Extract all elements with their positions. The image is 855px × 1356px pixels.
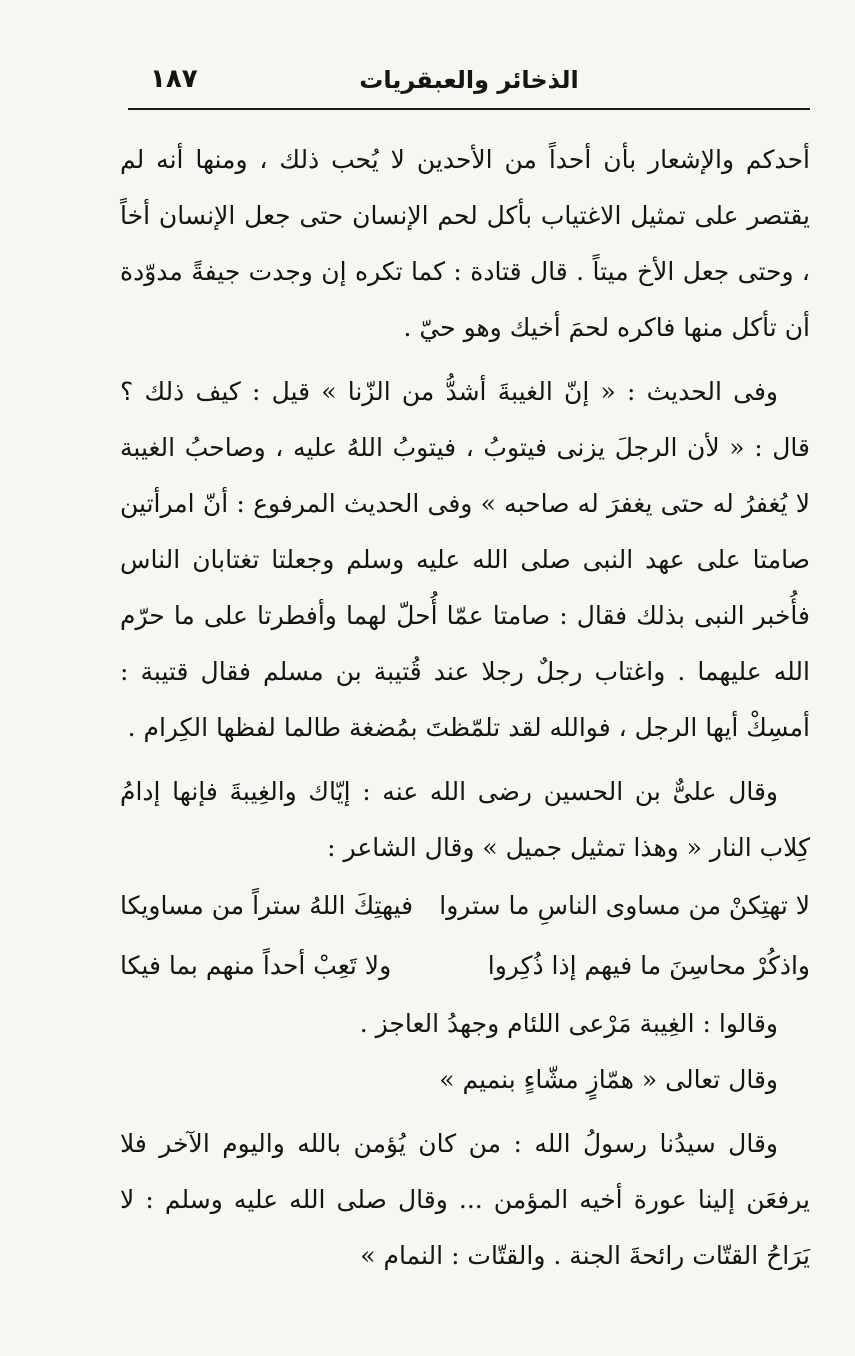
page-body [120,132,810,1284]
poem-verse [120,936,810,996]
paragraph: وفى الحديث : « إنّ الغيبةَ أشدُّ من الزّنا » قيل : كيف ذلك ؟ قال : « لأن الرجلَ يزنى فيتوبُ ، فيتوبُ اللهُ عليه ، وصاحبُ الغيبة لا يُغفرُ له حتى يغفرَ له صاحبه » وفى الحديث المرفوع : أنّ امرأتين صامتا على عهد النبى صلى الله عليه وسلم وجعلتا تغتابان الناس فأُخبر النبى بذلك فقال : صامتا عمّا أُحلّ لهما وأفطرتا على ما حرّم الله عليهما . واغتاب رجلٌ رجلا عند قُتيبة بن مسلم فقال قتيبة : أمسِكْ أيها الرجل ، فوالله لقد تلمّظتَ بمُضغة طالما لفظها الكِرام . [120,377,810,742]
paragraph: وقال سيدُنا رسولُ الله : من كان يُؤمن بالله واليوم الآخر فلا يرفعَن إلينا عورة أخيه المؤمن ... وقال صلى الله عليه وسلم : لا يَرَاحُ القتّات رائحةَ الجنة . والقتّات : النمام » [120,1129,810,1270]
paragraph: وقال علىٌّ بن الحسين رضى الله عنه : إيّاك والغِيبةَ فإنها إدامُ كِلاب النار « وهذا تمثيل جميل » وقال الشاعر : [120,777,810,862]
running-title: الذخائر والعبقريات [359,66,579,94]
poem-verse [120,876,810,936]
verse-first-hemistich: لا تهتِكنْ من مساوى الناسِ ما ستروا [439,891,810,920]
verse-second-hemistich: ولا تَعِبْ أحداً منهم بما فيكا [120,951,392,980]
paragraph: وقالوا : الغِيبة مَرْعى اللئام وجهدُ العاجز . [359,1009,778,1038]
paragraph: أحدكم والإشعار بأن أحداً من الأحدين لا يُحب ذلك ، ومنها أنه لم يقتصر على تمثيل الاغتياب بأكل لحم الإنسان حتى جعل الإنسان أخاً ، وحتى جعل الأخ ميتاً . قال قتادة : كما تكره إن وجدت جيفةً مدوّدة أن تأكل منها فاكره لحمَ أخيك وهو حيّ . [120,145,810,342]
page-number: ١٨٧ [150,64,198,94]
page-header [128,60,810,108]
header-rule [128,108,810,110]
paragraph: وقال تعالى « همّازٍ مشّاءٍ بنميم » [439,1065,778,1094]
verse-first-hemistich: واذكُرْ محاسِنَ ما فيهم إذا ذُكِروا [487,951,810,980]
verse-second-hemistich: فيهتِكَ اللهُ ستراً من مساويكا [120,891,414,920]
